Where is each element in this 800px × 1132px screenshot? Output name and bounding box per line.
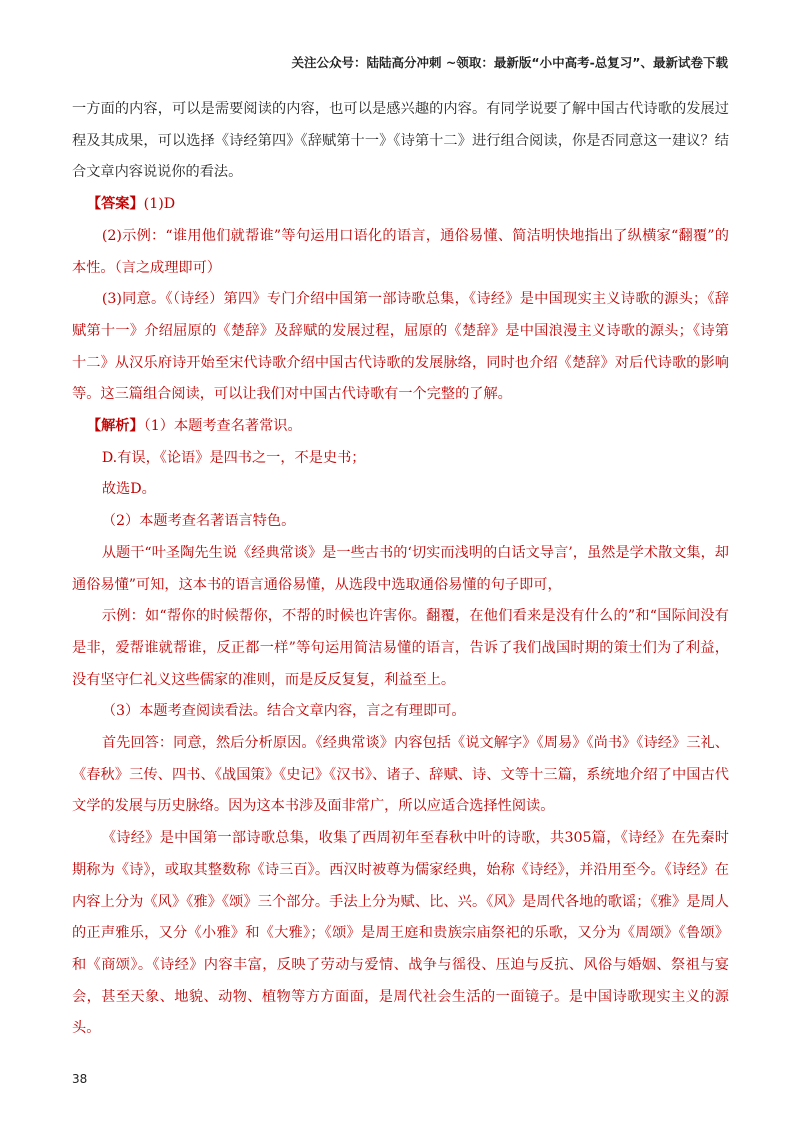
analysis-part-1: （1）本题考查名著常识。 <box>143 418 302 435</box>
page-number: 38 <box>72 1072 88 1086</box>
answer-part-1: (1)D <box>143 196 176 213</box>
answer-part-2: (2)示例：“谁用他们就帮谁”等句运用口语化的语言，通俗易懂、简洁明快地指出了纵横家“翻覆”的本性。（言之成理即可） <box>72 227 729 276</box>
question-text: 一方面的内容，可以是需要阅读的内容，也可以是感兴趣的内容。有同学说要了解中国古代诗歌的发展过程及其成果，可以选择《诗经第四》《辞赋第十一》《诗第十二》进行组合阅读，你是否同意这一建议？结合文章内容说说你的看法。 <box>72 101 729 181</box>
analysis-para-8: 首先回答：同意，然后分析原因。《经典常谈》内容包括《说文解字》《周易》《尚书》《诗经》三礼、《春秋》三传、四书、《战国策》《史记》《汉书》、诸子、辞赋、诗、文等十三篇，系统地介绍了中国古代文学的发展与历史脉络。因为这本书涉及面非常广，所以应适合选择性阅读。 <box>72 735 729 815</box>
answer-line-1 <box>72 189 729 221</box>
analysis-para-6: 示例：如“帮你的时候帮你，不帮的时候也许害你。翻覆，在他们看来是没有什么的”和“国际间没有是非，爱帮谁就帮谁，反正都一样”等句运用简洁易懂的语言，告诉了我们战国时期的策士们为了利益，没有坚守仁礼义这些儒家的准则，而是反反复复，利益至上。 <box>72 608 729 688</box>
analysis-para-3: 故选D。 <box>101 481 156 498</box>
page-content <box>72 94 729 1045</box>
analysis-line-1 <box>72 411 729 443</box>
analysis-para-2: D.有误，《论语》是四书之一，不是史书； <box>101 449 366 466</box>
analysis-para-9: 《诗经》是中国第一部诗歌总集，收集了西周初年至春秋中叶的诗歌，共305篇，《诗经》在先秦时期称为《诗》，或取其整数称《诗三百》。西汉时被尊为儒家经典，始称《诗经》，并沿用至今。《诗经》在内容上分为《风》《雅》《颂》三个部分。手法上分为赋、比、兴。《风》是周代各地的歌谣；《雅》是周人的正声雅乐，又分《小雅》和《大雅》；《颂》是周王庭和贵族宗庙祭祀的乐歌，又分为《周颂》《鲁颂》和《商颂》。《诗经》内容丰富，反映了劳动与爱情、战争与徭役、压迫与反抗、风俗与婚姻、祭祖与宴会，甚至天象、地貌、动物、植物等方方面面，是周代社会生活的一面镜子。是中国诗歌现实主义的源头。 <box>72 830 729 1037</box>
analysis-para-5: 从题干“叶圣陶先生说《经典常谈》是一些古书的‘切实而浅明的白话文导言’，虽然是学术散文集，却通俗易懂”可知，这本书的语言通俗易懂，从选段中选取通俗易懂的句子即可， <box>72 544 729 593</box>
answer-tag: 【答案】 <box>86 196 144 213</box>
page-header: 关注公众号：陆陆高分冲刺 ~领取：最新版“小中高考-总复习”、最新试卷下载 <box>291 55 728 70</box>
answer-part-3: (3)同意。《（诗经）第四》专门介绍中国第一部诗歌总集，《诗经》是中国现实主义诗歌的源头；《辞赋第十一》介绍屈原的《楚辞》及辞赋的发展过程，屈原的《楚辞》是中国浪漫主义诗歌的源头；《诗第十二》从汉乐府诗开始至宋代诗歌介绍中国古代诗歌的发展脉络，同时也介绍《楚辞》对后代诗歌的影响等。这三篇组合阅读，可以让我们对中国古代诗歌有一个完整的了解。 <box>72 291 729 403</box>
analysis-tag: 【解析】 <box>86 418 144 435</box>
analysis-para-7: （3）本题考查阅读看法。结合文章内容，言之有理即可。 <box>101 703 466 720</box>
analysis-para-4: （2）本题考查名著语言特色。 <box>101 513 296 530</box>
